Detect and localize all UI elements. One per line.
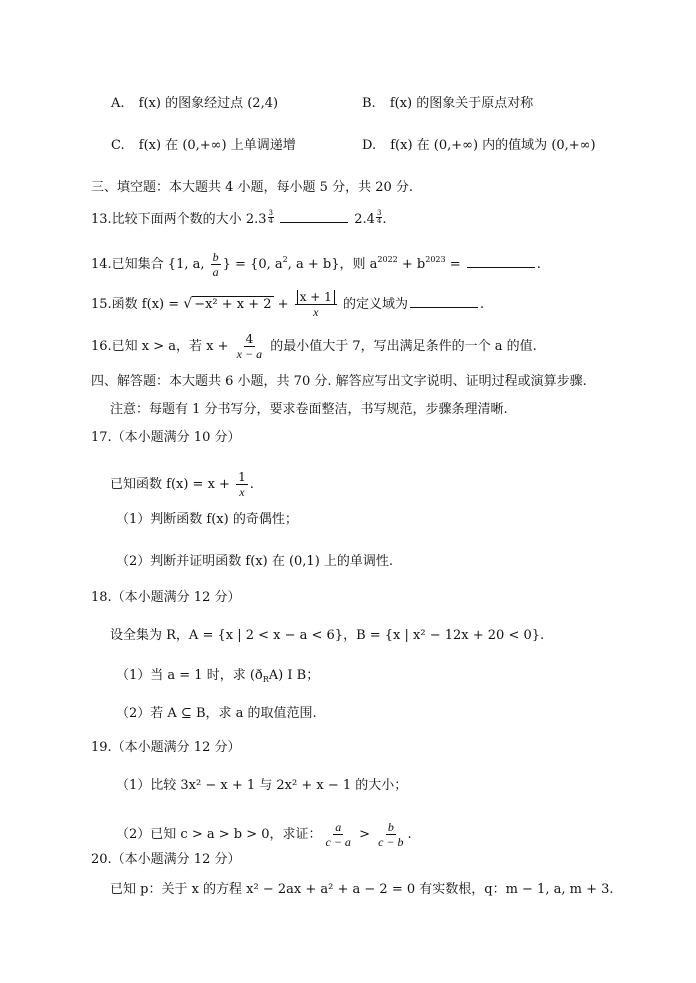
q15-suffix: 的定义域为 xyxy=(338,297,408,312)
q13-exp1-den: 4 xyxy=(268,217,273,225)
q15-plus: + xyxy=(273,297,293,312)
option-b-text: f(x) 的图象关于原点对称 xyxy=(389,96,534,111)
q17-stem xyxy=(110,470,254,499)
q14-sq: 2 xyxy=(282,255,288,264)
q19-f1-den: c − a xyxy=(325,835,351,849)
option-c xyxy=(111,138,296,154)
q15-fraction xyxy=(295,290,337,319)
q18-p1-end: A) I B； xyxy=(268,668,320,683)
q19-f1-num: a xyxy=(335,820,342,834)
q15-frac-num xyxy=(295,290,337,305)
q17-part-2: （2）判断并证明函数 f(x) 在 (0,1) 上的单调性. xyxy=(116,554,394,569)
q17-part-1: （1）判断函数 f(x) 的奇偶性； xyxy=(116,512,298,527)
option-b xyxy=(362,96,533,112)
q14-exp2: 2023 xyxy=(425,255,446,264)
sqrt-icon: √ xyxy=(183,296,193,312)
q17-fraction xyxy=(236,470,248,499)
q19-f2-den: c − b xyxy=(378,835,404,849)
q18-part-2: （2）若 A ⊆ B，求 a 的取值范围. xyxy=(116,706,317,721)
question-14 xyxy=(91,250,541,279)
q17-frac-num: 1 xyxy=(238,470,246,484)
q18-p1-text: （1）当 a = 1 时，求 (ð xyxy=(116,668,263,683)
q19-f2-num: b xyxy=(387,820,394,834)
q20-stem: 已知 p：关于 x 的方程 x² − 2ax + a² + a − 2 = 0 有实数根，q：m − 1, a, m + 3. xyxy=(110,882,614,897)
q14-frac-den: a xyxy=(212,265,219,279)
q17-header: 17.（本小题满分 10 分） xyxy=(91,430,241,445)
q15-frac-den: x xyxy=(313,305,319,319)
q14-answer-blank[interactable] xyxy=(467,256,535,268)
q14-end: . xyxy=(536,257,541,272)
q19-part-2 xyxy=(116,820,412,849)
option-a xyxy=(111,96,278,112)
question-15 xyxy=(91,290,484,319)
q14-fraction xyxy=(211,250,221,279)
q15-radicand: −x² + x + 2 xyxy=(194,297,272,312)
question-13 xyxy=(91,210,387,228)
q13-prefix: 13.比较下面两个数的大小 xyxy=(91,212,246,227)
q16-frac-num: 4 xyxy=(245,332,254,346)
q17-stem-end: . xyxy=(249,477,254,492)
q13-end: . xyxy=(382,212,387,227)
q19-p2-prefix: （2）已知 c > a > b > 0，求证： xyxy=(116,827,322,842)
q16-frac-den: x − a xyxy=(236,347,263,361)
q19-part-1: （1）比较 3x² − x + 1 与 2x² + x − 1 的大小； xyxy=(116,778,408,793)
q17-stem-prefix: 已知函数 f(x) = x + xyxy=(110,477,235,492)
q14-frac-num: b xyxy=(212,250,219,264)
option-a-text: f(x) 的图象经过点 (2,4) xyxy=(138,96,279,111)
question-16 xyxy=(91,332,537,361)
q16-suffix: 的最小值大于 7，写出满足条件的一个 a 的值. xyxy=(266,339,537,354)
q15-prefix: 15.函数 f(x) = xyxy=(91,297,184,312)
q15-end: . xyxy=(479,297,485,312)
q13-exp2-den: 4 xyxy=(376,217,382,225)
q15-abs-num: x + 1 xyxy=(297,290,335,304)
q13-answer-blank[interactable] xyxy=(280,211,348,223)
q18-header: 18.（本小题满分 12 分） xyxy=(91,590,241,605)
q18-p1-sub: R xyxy=(262,675,269,684)
q13-base2: 2.4 xyxy=(354,212,375,227)
q13-exp1-num: 3 xyxy=(268,209,273,217)
q14-mid: } = {0, a xyxy=(222,257,283,272)
section-4-heading: 四、解答题：本大题共 6 小题，共 70 分. 解答应写出文字说明、证明过程或演算步骤. xyxy=(91,374,587,389)
q19-header: 19.（本小题满分 12 分） xyxy=(91,740,241,755)
option-c-text: f(x) 在 (0,+∞) 上单调递增 xyxy=(138,138,296,153)
q16-fraction xyxy=(235,332,264,361)
q19-end: . xyxy=(407,827,412,842)
q14-exp1: 2022 xyxy=(377,255,398,264)
q17-frac-den: x xyxy=(239,485,245,499)
q14-plus: + b xyxy=(397,257,426,272)
q13-exp2-num: 3 xyxy=(376,209,382,217)
q14-prefix: 14.已知集合 {1, a, xyxy=(91,257,209,272)
q15-answer-blank[interactable] xyxy=(410,296,478,308)
section-3-heading: 三、填空题：本大题共 4 小题，每小题 5 分，共 20 分. xyxy=(91,180,414,195)
option-d-text: f(x) 在 (0,+∞) 内的值域为 (0,+∞) xyxy=(390,138,596,153)
q14-mid2: , a + b}，则 a xyxy=(287,257,378,272)
q20-header: 20.（本小题满分 12 分） xyxy=(91,852,241,867)
option-c-label: C. xyxy=(111,138,125,153)
option-b-label: B. xyxy=(362,96,376,111)
option-d-label: D. xyxy=(362,138,377,153)
q18-part-1 xyxy=(116,668,319,688)
option-a-label: A. xyxy=(111,96,125,111)
q13-exp1 xyxy=(268,210,274,225)
q14-eq: = xyxy=(445,257,465,272)
q16-prefix: 16.已知 x > a，若 x + xyxy=(91,339,233,354)
q13-base1: 2.3 xyxy=(245,212,267,227)
option-d xyxy=(362,138,596,154)
q18-stem: 设全集为 R，A = {x | 2 < x − a < 6}，B = {x | x² − 12x + 20 < 0}. xyxy=(110,628,545,643)
section-4-note: 注意：每题有 1 分书写分，要求卷面整洁，书写规范，步骤条理清晰. xyxy=(110,402,508,417)
q19-fraction-1 xyxy=(324,820,353,849)
q19-fraction-2 xyxy=(376,820,405,849)
q19-gt: > xyxy=(354,827,375,842)
